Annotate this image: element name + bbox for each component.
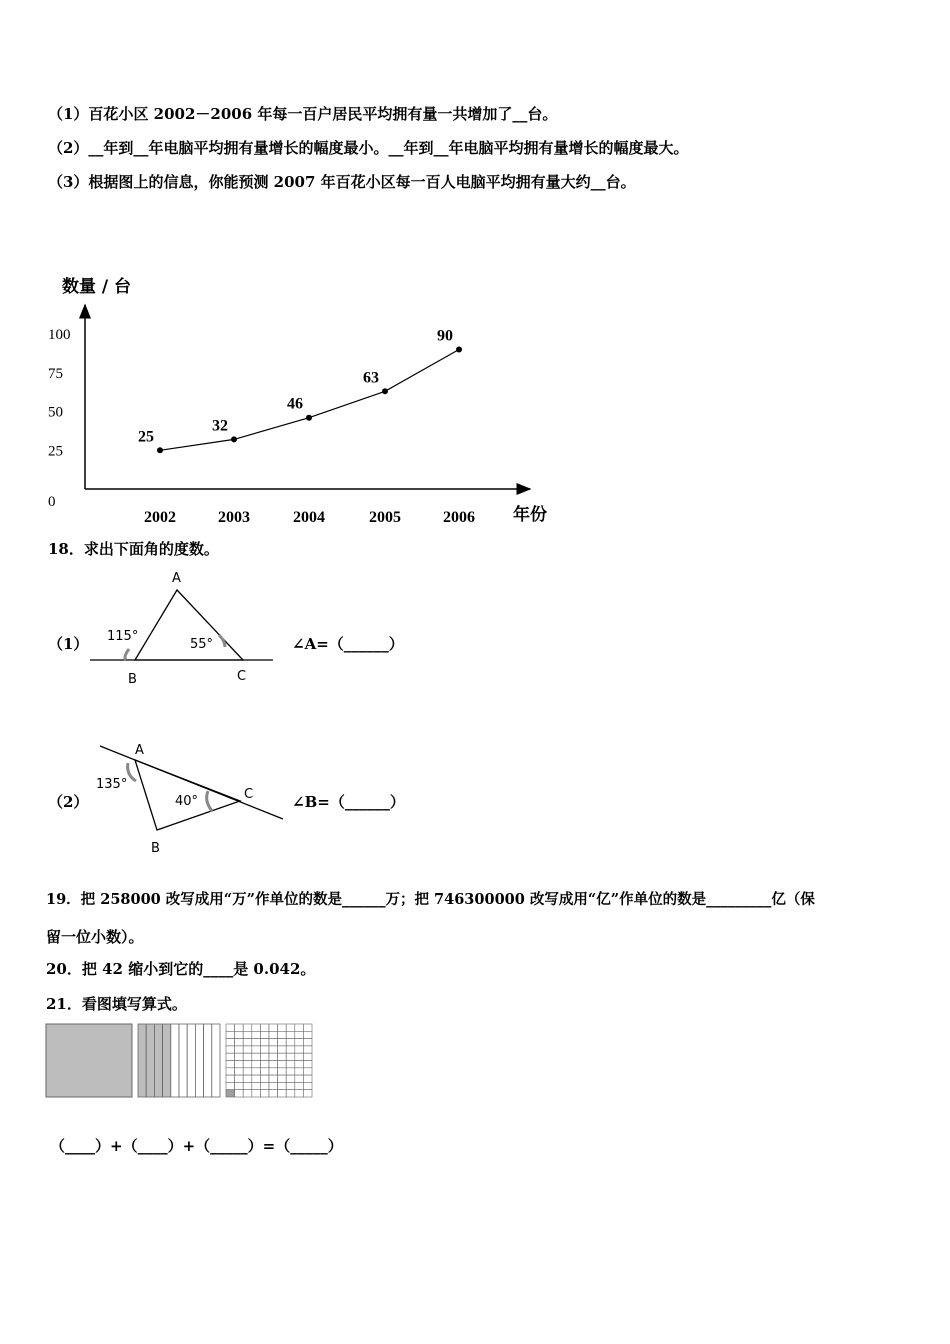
q18-p2-label: （2） — [48, 793, 89, 811]
hundredth-cell — [278, 1039, 287, 1046]
hundredth-cell — [303, 1068, 312, 1075]
angle-b-label: 115° — [107, 629, 139, 644]
q17-sub3: （3）根据图上的信息，你能预测 2007 年百花小区每一百人电脑平均拥有量大约__台。 — [48, 173, 636, 191]
tenth-strip — [146, 1024, 154, 1097]
hundredth-cell — [235, 1075, 244, 1082]
tenth-strip — [138, 1024, 146, 1097]
hundredth-cell — [278, 1068, 287, 1075]
hundredth-cell — [278, 1031, 287, 1038]
y-tick-label: 25 — [48, 443, 63, 460]
hundredth-cell — [260, 1068, 269, 1075]
hundredth-cell — [252, 1046, 261, 1053]
hundredth-cell — [303, 1053, 312, 1060]
data-label: 63 — [363, 369, 379, 387]
y-tick-label: 100 — [48, 327, 71, 343]
tenth-strip — [171, 1024, 179, 1097]
hundredth-cell — [278, 1090, 287, 1097]
hundredth-cell — [303, 1031, 312, 1038]
tenth-strip — [204, 1024, 212, 1097]
hundredth-cell — [269, 1046, 278, 1053]
hundredth-cell — [278, 1053, 287, 1060]
hundredth-cell — [243, 1075, 252, 1082]
y-tick-label: 0 — [48, 494, 56, 510]
hundredth-cell — [243, 1053, 252, 1060]
hundredth-cell — [243, 1024, 252, 1031]
q17-sub2: （2）__年到__年电脑平均拥有量增长的幅度最小。__年到__年电脑平均拥有量增长的幅度最大。 — [48, 139, 689, 157]
hundredth-cell — [269, 1068, 278, 1075]
hundredth-cell — [252, 1068, 261, 1075]
q18-title: 18．求出下面角的度数。 — [48, 540, 219, 558]
hundredth-cell — [269, 1061, 278, 1068]
hundredth-cell — [260, 1061, 269, 1068]
hundredth-cell — [295, 1053, 304, 1060]
x-tick-label: 2002 — [144, 509, 176, 526]
vertex-c-label: C — [237, 669, 247, 684]
hundredth-cell — [269, 1039, 278, 1046]
angle-a-label: 135° — [96, 777, 128, 792]
triangle-abc — [135, 590, 243, 660]
hundredth-cell — [226, 1024, 235, 1031]
hundredth-cell — [235, 1039, 244, 1046]
hundredth-cell — [226, 1046, 235, 1053]
hundredth-cell — [252, 1024, 261, 1031]
q18-p2-answer: ∠B=（______） — [292, 793, 405, 811]
hundredth-cell — [226, 1039, 235, 1046]
x-tick-label: 2004 — [293, 509, 325, 526]
data-point — [306, 415, 312, 421]
angle-arc-c — [207, 791, 212, 811]
tenth-strip — [179, 1024, 187, 1097]
hundredth-cell — [226, 1082, 235, 1089]
angle-arc-b — [125, 649, 129, 660]
hundredth-cell — [286, 1031, 295, 1038]
hundredth-cell — [286, 1061, 295, 1068]
triangle-figure-1 — [85, 565, 285, 695]
x-tick-label: 2003 — [218, 509, 250, 526]
hundredth-cell — [260, 1090, 269, 1097]
hundredth-cell — [295, 1031, 304, 1038]
hundredth-cell — [286, 1053, 295, 1060]
hundredth-cell — [286, 1024, 295, 1031]
hundredth-cell — [260, 1039, 269, 1046]
hundredth-cell — [303, 1061, 312, 1068]
hundredth-cell — [252, 1061, 261, 1068]
hundredth-cell — [295, 1046, 304, 1053]
hundredth-cell — [243, 1068, 252, 1075]
data-point — [157, 447, 163, 453]
hundredth-cell — [260, 1053, 269, 1060]
hundredth-cell — [269, 1053, 278, 1060]
hundredth-cell — [303, 1090, 312, 1097]
triangle-figure-2 — [90, 735, 290, 860]
q21-formula: （____）+（____）+（_____）=（_____） — [50, 1137, 343, 1155]
hundredth-cell — [235, 1082, 244, 1089]
angle-c-label: 55° — [190, 637, 214, 652]
data-point — [231, 436, 237, 442]
hundredths-square — [226, 1024, 312, 1097]
hundredth-cell — [286, 1039, 295, 1046]
hundredth-cell — [226, 1068, 235, 1075]
hundredth-cell — [286, 1068, 295, 1075]
hundredth-cell — [226, 1090, 235, 1097]
hundredth-cell — [295, 1039, 304, 1046]
hundredth-cell — [303, 1039, 312, 1046]
hundredth-cell — [260, 1075, 269, 1082]
hundredth-cell — [226, 1053, 235, 1060]
hundredth-cell — [278, 1082, 287, 1089]
hundredth-cell — [235, 1024, 244, 1031]
hundredth-cell — [303, 1046, 312, 1053]
hundredth-cell — [243, 1031, 252, 1038]
vertex-b-label: B — [151, 841, 160, 856]
hundredth-cell — [278, 1061, 287, 1068]
hundredth-cell — [252, 1053, 261, 1060]
hundredth-cell — [269, 1024, 278, 1031]
q18-p1-label: （1） — [48, 635, 89, 653]
hundredth-cell — [295, 1024, 304, 1031]
hundredth-cell — [252, 1031, 261, 1038]
hundredth-cell — [286, 1046, 295, 1053]
angle-arc-c — [219, 635, 225, 647]
y-tick-label: 50 — [48, 404, 63, 421]
q19-line1: 19．把 258000 改写成用“万”作单位的数是______万；把 746300000 改写成用“亿”作单位的数是_________亿（保 — [46, 891, 815, 908]
q21-title: 21．看图填写算式。 — [46, 995, 187, 1013]
hundredth-cell — [252, 1039, 261, 1046]
series-line — [160, 350, 459, 451]
x-tick-label: 2005 — [369, 509, 401, 526]
hundredth-cell — [243, 1046, 252, 1053]
q21-figures — [44, 1022, 319, 1102]
hundredth-cell — [295, 1061, 304, 1068]
hundredth-cell — [226, 1061, 235, 1068]
hundredth-cell — [235, 1031, 244, 1038]
data-point — [382, 388, 388, 394]
hundredth-cell — [252, 1082, 261, 1089]
vertex-a-label: A — [172, 571, 181, 586]
hundredth-cell — [235, 1090, 244, 1097]
data-label: 90 — [437, 327, 453, 345]
vertex-b-label: B — [128, 672, 137, 687]
hundredth-cell — [243, 1090, 252, 1097]
tenth-strip — [187, 1024, 195, 1097]
tenths-square — [138, 1024, 220, 1097]
hundredth-cell — [278, 1075, 287, 1082]
hundredth-cell — [303, 1082, 312, 1089]
q20-text: 20．把 42 缩小到它的____是 0.042。 — [46, 960, 316, 978]
hundredth-cell — [303, 1075, 312, 1082]
hundredth-cell — [278, 1024, 287, 1031]
hundredth-cell — [303, 1024, 312, 1031]
angle-arc-a — [128, 763, 136, 781]
data-label: 46 — [287, 395, 303, 413]
q18-p1-answer: ∠A=（______） — [292, 635, 404, 653]
angle-c-label: 40° — [175, 794, 199, 809]
tenth-strip — [212, 1024, 220, 1097]
hundredth-cell — [295, 1082, 304, 1089]
hundredth-cell — [269, 1090, 278, 1097]
hundredth-cell — [295, 1068, 304, 1075]
hundredth-cell — [286, 1090, 295, 1097]
hundredth-cell — [243, 1082, 252, 1089]
tenth-strip — [154, 1024, 162, 1097]
hundredth-cell — [295, 1090, 304, 1097]
hundredth-cell — [260, 1046, 269, 1053]
hundredth-cell — [252, 1075, 261, 1082]
tenth-strip — [163, 1024, 171, 1097]
q17-sub1: （1）百花小区 2002－2006 年每一百户居民平均拥有量一共增加了__台。 — [48, 105, 558, 123]
hundredth-cell — [226, 1075, 235, 1082]
hundredth-cell — [286, 1082, 295, 1089]
hundredth-cell — [235, 1053, 244, 1060]
whole-square — [46, 1024, 132, 1097]
hundredth-cell — [235, 1068, 244, 1075]
hundredth-cell — [252, 1090, 261, 1097]
x-tick-label: 2006 — [443, 509, 475, 526]
hundredth-cell — [243, 1061, 252, 1068]
y-tick-label: 75 — [48, 365, 63, 382]
line-chart — [0, 260, 600, 535]
tenth-strip — [195, 1024, 203, 1097]
vertex-c-label: C — [244, 787, 254, 802]
hundredth-cell — [269, 1031, 278, 1038]
hundredth-cell — [235, 1046, 244, 1053]
hundredth-cell — [260, 1031, 269, 1038]
hundredth-cell — [260, 1024, 269, 1031]
hundredth-cell — [243, 1039, 252, 1046]
hundredth-cell — [278, 1046, 287, 1053]
data-label: 32 — [212, 417, 228, 435]
data-point — [456, 347, 462, 353]
q19-line2: 留一位小数）。 — [46, 928, 144, 946]
y-axis-label: 数量 / 台 — [62, 277, 132, 297]
hundredth-cell — [260, 1082, 269, 1089]
vertex-a-label: A — [135, 743, 144, 758]
hundredth-cell — [226, 1031, 235, 1038]
hundredth-cell — [295, 1075, 304, 1082]
hundredth-cell — [286, 1075, 295, 1082]
data-label: 25 — [138, 428, 154, 446]
x-axis-label: 年份 — [513, 505, 547, 525]
hundredth-cell — [269, 1075, 278, 1082]
hundredth-cell — [269, 1082, 278, 1089]
hundredth-cell — [235, 1061, 244, 1068]
